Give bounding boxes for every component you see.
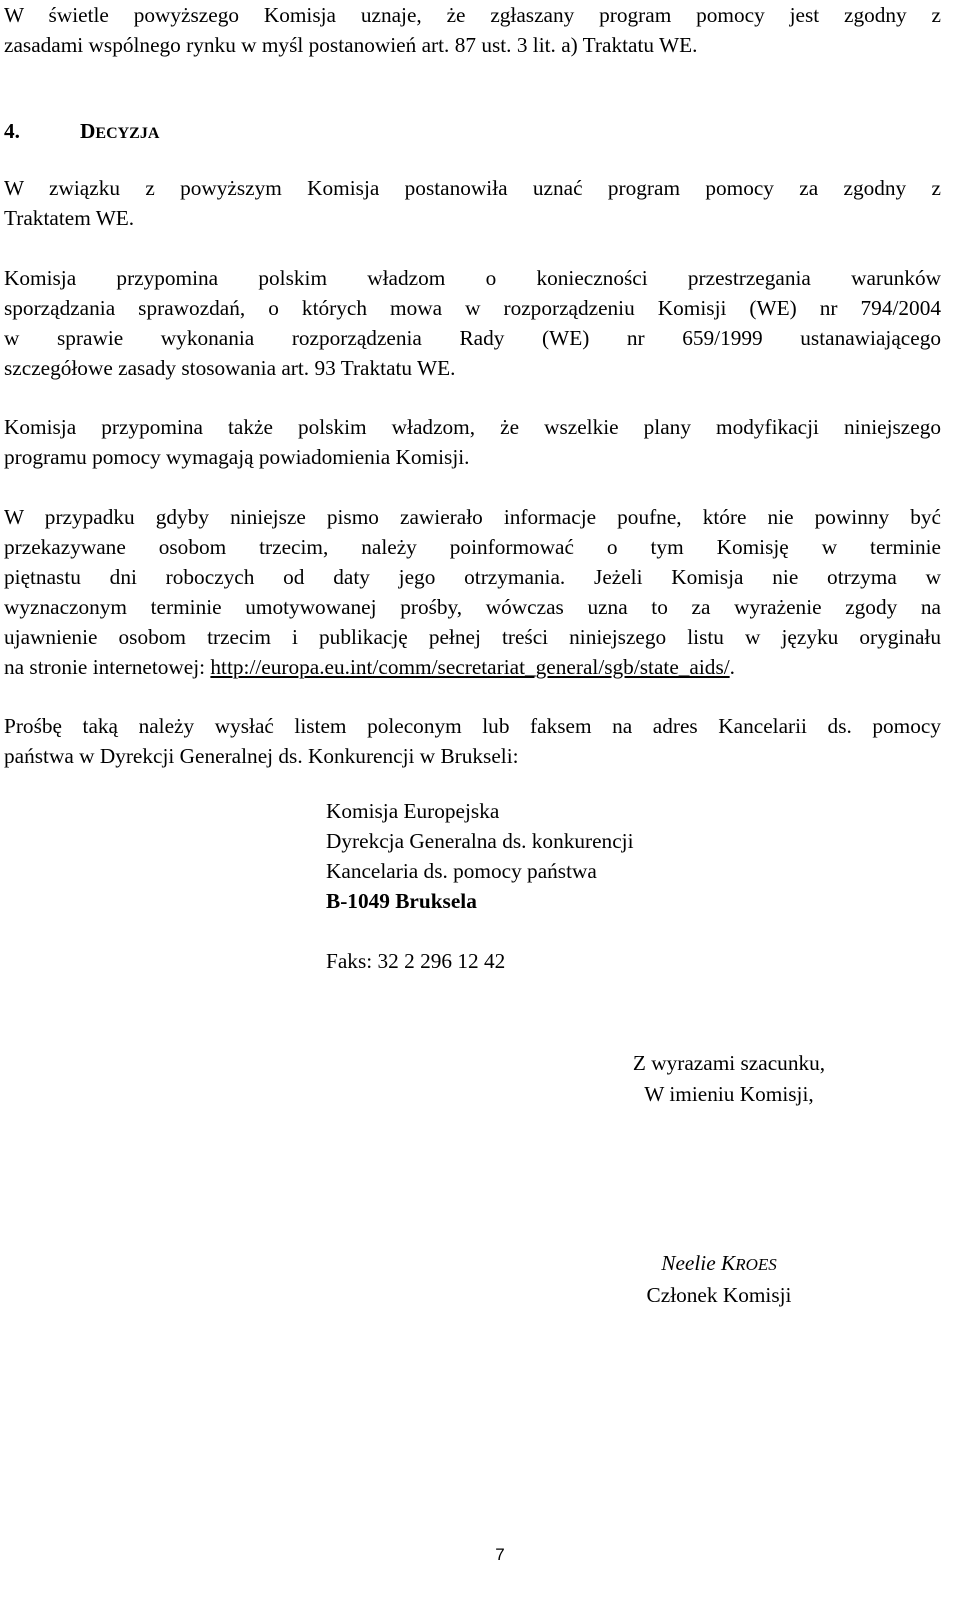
modifications-line-2: programu pomocy wymagają powiadomienia Komisji. [4,445,470,469]
decision-line-2: Traktatem WE. [4,206,135,230]
reports-reminder-paragraph [4,263,941,383]
address-line-1: Komisja Europejska [326,799,500,823]
page-number: 7 [495,1545,505,1564]
closing-formula [564,1048,894,1110]
website-suffix: . [729,655,735,679]
confidential-line-5: ujawnienie osobom trzecim i publikację pełnej treści niniejszego listu w języku oryginału [4,625,941,649]
address-line-4: B-1049 Bruksela [326,889,477,913]
confidential-line-3: piętnastu dni roboczych od daty jego otrzymania. Jeżeli Komisja nie otrzyma w [4,565,941,589]
modifications-reminder-paragraph [4,412,941,472]
reports-line-3: w sprawie wykonania rozporządzenia Rady (WE) nr 659/1999 ustanawiającego [4,326,941,350]
request-line-2: państwa w Dyrekcji Generalnej ds. Konkurencji w Brukseli: [4,744,519,768]
postal-address [326,796,634,916]
reports-line-1: Komisja przypomina polskim władzom o konieczności przestrzegania warunków [4,266,941,290]
state-aids-link[interactable]: http://europa.eu.int/comm/secretariat_general/sgb/state_aids/ [210,655,730,679]
confidential-line-2: przekazywane osobom trzecim, należy poinformować o tym Komisję w terminie [4,535,941,559]
signatory-name [579,1248,859,1280]
signatory-first-name: Neelie [661,1251,721,1275]
intro-paragraph [4,0,941,60]
confidentiality-paragraph [4,502,941,682]
section-title-rest: ECYZJA [95,125,160,142]
website-prefix: na stronie internetowej: [4,655,211,679]
confidential-line-4: wyznaczonym terminie umotywowanej prośby, wówczas uzna to za wyrażenie zgody na [4,595,941,619]
signature-block [579,1248,859,1311]
fax-number: Faks: 32 2 296 12 42 [326,949,506,973]
address-line-3: Kancelaria ds. pomocy państwa [326,859,597,883]
confidential-line-6 [4,652,941,682]
reports-line-4: szczegółowe zasady stosowania art. 93 Traktatu WE. [4,356,456,380]
address-line-2: Dyrekcja Generalna ds. konkurencji [326,829,634,853]
modifications-line-1: Komisja przypomina także polskim władzom, że wszelkie plany modyfikacji niniejszego [4,415,941,439]
section-heading [4,116,159,149]
decision-paragraph [4,173,941,233]
decision-line-1: W związku z powyższym Komisja postanowiła uznać program pomocy za zgodny z [4,176,941,200]
request-line-1: Prośbę taką należy wysłać listem poleconym lub faksem na adres Kancelarii ds. pomocy [4,714,941,738]
section-number: 4. [4,119,20,143]
closing-line-2: W imieniu Komisji, [644,1082,814,1106]
section-title-initial: D [80,119,96,143]
signatory-title: Członek Komisji [646,1283,792,1307]
intro-line-1: W świetle powyższego Komisja uznaje, że zgłaszany program pomocy jest zgodny z [4,3,941,27]
intro-line-2: zasadami wspólnego rynku w myśl postanowień art. 87 ust. 3 lit. a) Traktatu WE. [4,33,698,57]
confidential-line-1: W przypadku gdyby niniejsze pismo zawierało informacje poufne, które nie powinny być [4,505,941,529]
closing-line-1: Z wyrazami szacunku, [632,1051,826,1075]
request-paragraph [4,711,941,771]
signatory-surname-initial: K [720,1251,736,1275]
signatory-surname-rest: ROES [735,1255,777,1274]
reports-line-2: sporządzania sprawozdań, o których mowa w rozporządzeniu Komisji (WE) nr 794/2004 [4,296,941,320]
